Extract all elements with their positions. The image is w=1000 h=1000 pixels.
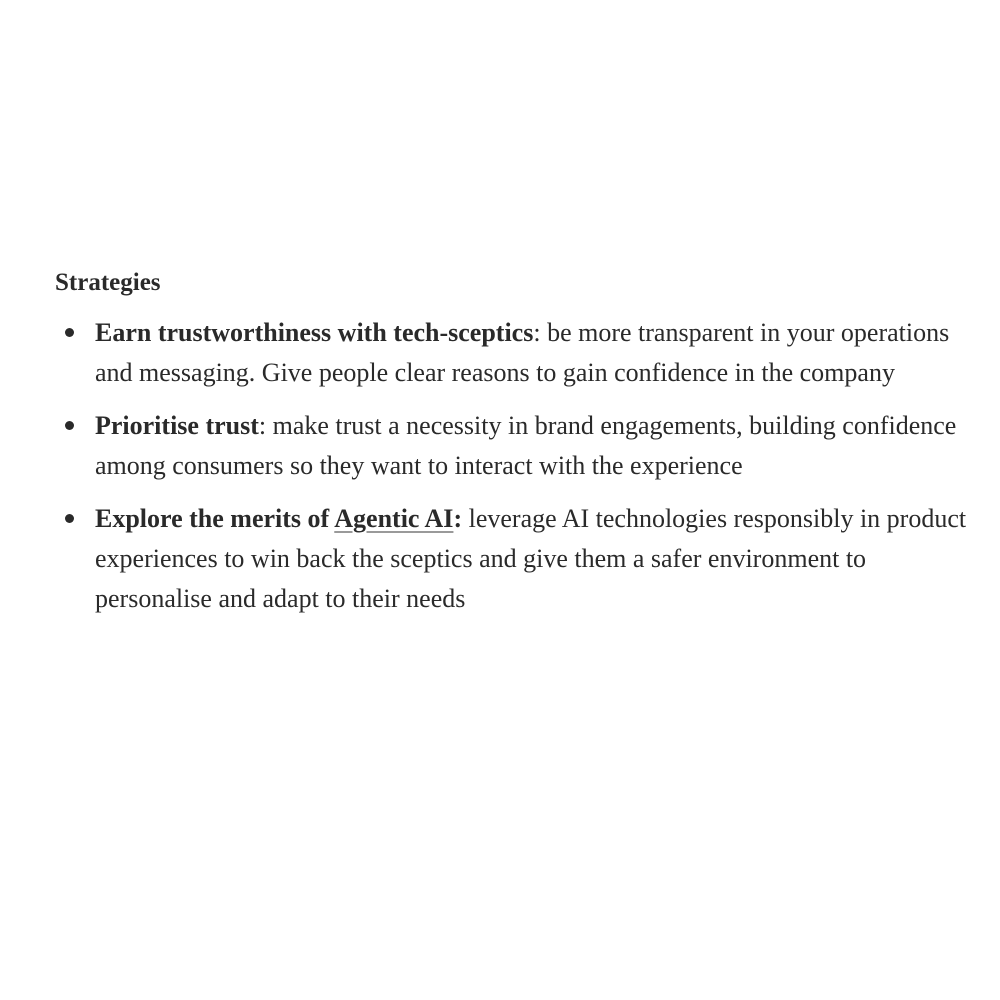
item-text: leverage AI technologies responsibly in product experiences to win back the sceptics and give them a safer environment to personalise and adapt to their needs — [95, 504, 967, 613]
item-text: : make trust a necessity in brand engagements, building confidence among consumers so they want to interact with the experience — [95, 411, 957, 480]
bullet-icon — [65, 421, 74, 430]
strategies-section — [55, 265, 975, 632]
item-text: : be more transparent in your operations and messaging. Give people clear reasons to gain confidence in the company — [95, 318, 950, 387]
strategies-list — [55, 313, 975, 619]
list-item — [55, 313, 975, 393]
section-heading: Strategies — [55, 269, 161, 296]
item-title-suffix: : — [453, 504, 463, 533]
list-item — [55, 499, 975, 619]
bullet-icon — [65, 328, 74, 337]
list-item — [55, 406, 975, 486]
item-title: Prioritise trust — [95, 411, 259, 440]
bullet-icon — [65, 514, 74, 523]
item-title — [95, 504, 462, 533]
item-title-prefix: Explore the merits of — [95, 504, 335, 533]
agentic-ai-link[interactable]: Agentic AI — [334, 504, 454, 533]
item-title: Earn trustworthiness with tech-sceptics — [95, 318, 534, 347]
